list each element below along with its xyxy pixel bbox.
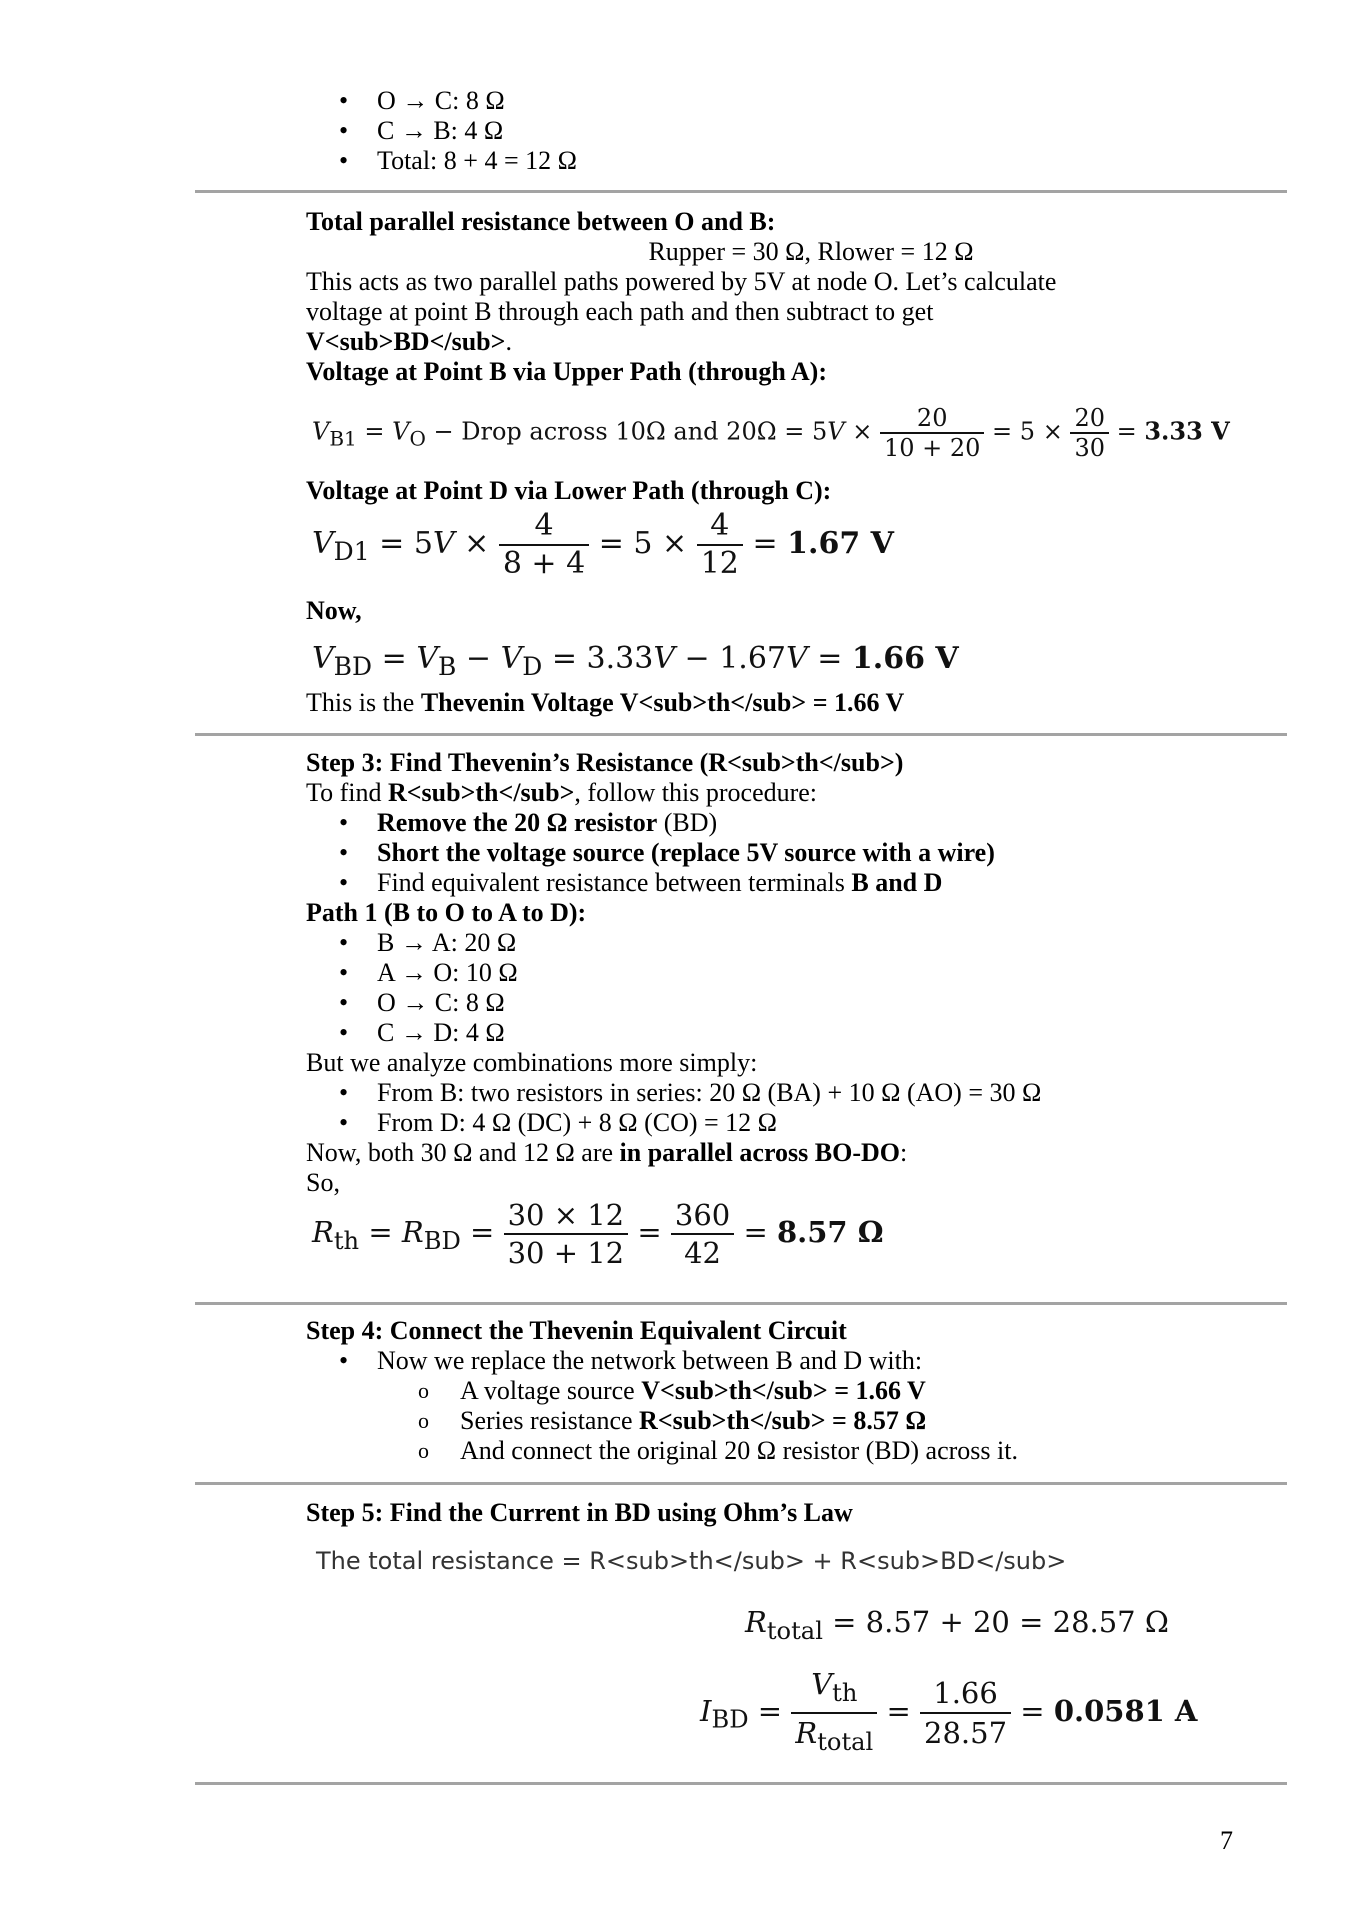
equation-ibd: $I_{BD}$ = $\frac{V_{th}}{R_{total}}$ = $\frac{1.66}{28.57}$ = 0.0581 A xyxy=(700,1667,1198,1756)
list-item: • From D: 4 Ω (DC) + 8 Ω (CO) = 12 Ω xyxy=(339,1108,778,1137)
section-heading: Total parallel resistance between O and B: xyxy=(306,207,776,236)
paragraph-line: voltage at point B through each path and then subtract to get xyxy=(306,297,934,326)
sub-list-item: o And connect the original 20 Ω resistor (BD) across it. xyxy=(418,1436,1018,1465)
now-label: Now, xyxy=(306,596,362,625)
page-number: 7 xyxy=(1220,1826,1233,1855)
list-item: • A → O: 10 Ω xyxy=(339,958,518,987)
list-item: • C → B: 4 Ω xyxy=(339,116,504,145)
step5-heading: Step 5: Find the Current in BD using Ohm’s Law xyxy=(306,1498,853,1527)
sub-list-item: o A voltage source V<sub>th</sub> = 1.66 V xyxy=(418,1376,926,1405)
list-item: • Now we replace the network between B and D with: xyxy=(339,1346,923,1375)
section-divider xyxy=(195,1302,1287,1305)
list-item: • From B: two resistors in series: 20 Ω (BA) + 10 Ω (AO) = 30 Ω xyxy=(339,1078,1042,1107)
so-label: So, xyxy=(306,1168,340,1197)
step4-heading: Step 4: Connect the Thevenin Equivalent Circuit xyxy=(306,1316,847,1345)
list-item: • Short the voltage source (replace 5V source with a wire) xyxy=(339,838,995,867)
thevenin-voltage-line: This is the Thevenin Voltage V<sub>th</sub> = 1.66 V xyxy=(306,688,905,717)
equation-rtotal: $R_{total} = 8.57 + 20 = 28.57$ Ω xyxy=(745,1605,1169,1645)
list-item: • O → C: 8 Ω xyxy=(339,988,505,1017)
list-item: • Remove the 20 Ω resistor (BD) xyxy=(339,808,718,837)
paragraph-line: This acts as two parallel paths powered by 5V at node O. Let’s calculate xyxy=(306,267,1057,296)
list-item: • O → C: 8 Ω xyxy=(339,86,505,115)
sub-heading: Voltage at Point D via Lower Path (through C): xyxy=(306,476,832,505)
resistance-line: Rupper = 30 Ω, Rlower = 12 Ω xyxy=(648,237,974,266)
section-divider xyxy=(195,1782,1287,1785)
step3-heading: Step 3: Find Thevenin’s Resistance (R<sub>th</sub>) xyxy=(306,748,904,777)
list-item: • Total: 8 + 4 = 12 Ω xyxy=(339,146,577,175)
combo-intro: But we analyze combinations more simply: xyxy=(306,1048,758,1077)
step3-intro: To find R<sub>th</sub>, follow this procedure: xyxy=(306,778,818,807)
section-divider xyxy=(195,733,1287,736)
total-resistance-line: The total resistance = R<sub>th</sub> + R<sub>BD</sub> xyxy=(316,1547,1067,1575)
paragraph-line: V<sub>BD</sub>. xyxy=(306,327,512,356)
section-divider xyxy=(195,1482,1287,1485)
equation-vb1: $V_{B1} = V_O$ − Drop across 10Ω and 20Ω = 5V × $\frac{20}{10 + 20}$ = 5 × $\frac{20}{30}$ = 3.33 V xyxy=(312,404,1230,462)
path-heading: Path 1 (B to O to A to D): xyxy=(306,898,587,927)
sub-list-item: o Series resistance R<sub>th</sub> = 8.57 Ω xyxy=(418,1406,927,1435)
list-item: • B → A: 20 Ω xyxy=(339,928,517,957)
parallel-statement: Now, both 30 Ω and 12 Ω are in parallel across BO-DO: xyxy=(306,1138,908,1167)
list-item: • Find equivalent resistance between terminals B and D xyxy=(339,868,943,897)
equation-vd1: $V_{D1} = 5V$ × $\frac{4}{8 + 4}$ = 5 × $\frac{4}{12}$ = 1.67 V xyxy=(312,508,894,581)
sub-heading: Voltage at Point B via Upper Path (through A): xyxy=(306,357,827,386)
section-divider xyxy=(195,190,1287,193)
equation-rth: $R_{th} = R_{BD}$ = $\frac{30 \times 12}{30 + 12}$ = $\frac{360}{42}$ = 8.57 Ω xyxy=(312,1198,884,1270)
equation-vbd: $V_{BD} = V_B - V_D = 3.33V - 1.67V = 1.66$ V xyxy=(312,641,959,681)
list-item: • C → D: 4 Ω xyxy=(339,1018,505,1047)
